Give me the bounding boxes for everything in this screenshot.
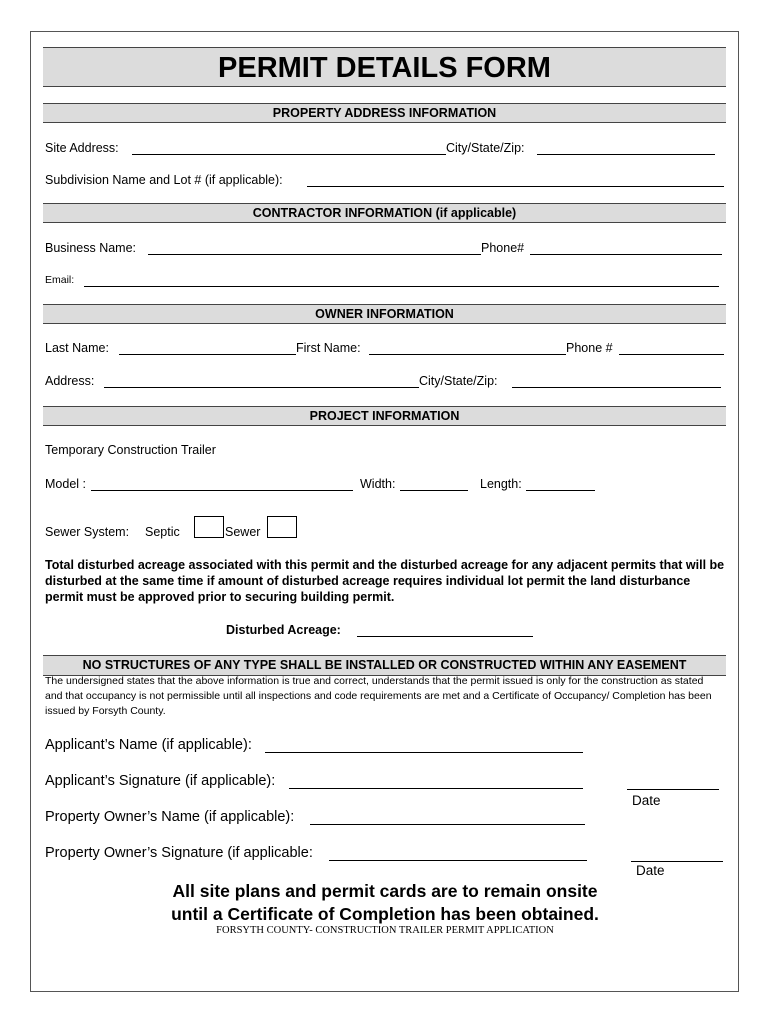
owner-signature-field[interactable] [329, 860, 587, 861]
site-address-field[interactable] [132, 154, 446, 155]
owner-city-state-zip-label: City/State/Zip: [419, 374, 498, 388]
septic-checkbox[interactable] [194, 516, 224, 538]
footer-text: FORSYTH COUNTY- CONSTRUCTION TRAILER PERMIT APPLICATION [216, 925, 554, 936]
section-property-address: PROPERTY ADDRESS INFORMATION [43, 103, 726, 123]
easement-heading: NO STRUCTURES OF ANY TYPE SHALL BE INSTALLED OR CONSTRUCTED WITHIN ANY EASEMENT [43, 655, 726, 676]
model-field[interactable] [91, 490, 353, 491]
closing-line-1: All site plans and permit cards are to remain onsite [172, 881, 598, 901]
owner-phone-field[interactable] [619, 354, 724, 355]
width-label: Width: [360, 477, 396, 491]
closing-line-2: until a Certificate of Completion has been obtained. [171, 904, 599, 924]
owner-city-state-zip-field[interactable] [512, 387, 721, 388]
length-label: Length: [480, 477, 522, 491]
applicant-signature-label: Applicant’s Signature (if applicable): [45, 773, 276, 789]
applicant-name-field[interactable] [265, 752, 583, 753]
business-name-label: Business Name: [45, 241, 137, 255]
section-project: PROJECT INFORMATION [43, 406, 726, 426]
owner-signature-label: Property Owner’s Signature (if applicable: [45, 845, 313, 861]
owner-name-label: Property Owner’s Name (if applicable): [45, 809, 295, 825]
subdivision-field[interactable] [307, 186, 724, 187]
section-contractor: CONTRACTOR INFORMATION (if applicable) [43, 203, 726, 223]
property-city-state-zip-field[interactable] [537, 154, 715, 155]
first-name-field[interactable] [369, 354, 566, 355]
subdivision-label: Subdivision Name and Lot # (if applicable): [45, 173, 283, 187]
model-label: Model : [45, 477, 86, 491]
last-name-label: Last Name: [45, 341, 109, 355]
email-label: Email: [45, 274, 75, 286]
sewer-system-label: Sewer System: [45, 525, 130, 539]
contractor-phone-field[interactable] [530, 254, 722, 255]
disturbed-acreage-field[interactable] [357, 636, 533, 637]
applicant-name-label: Applicant’s Name (if applicable): [45, 737, 252, 753]
applicant-date-field[interactable] [627, 789, 719, 790]
owner-phone-label: Phone # [566, 341, 613, 355]
septic-label: Septic [145, 525, 180, 539]
disturbed-acreage-label: Disturbed Acreage: [226, 623, 341, 637]
owner-name-field[interactable] [310, 824, 585, 825]
last-name-field[interactable] [119, 354, 296, 355]
owner-address-field[interactable] [104, 387, 419, 388]
contractor-phone-label: Phone# [481, 241, 525, 255]
owner-date-label: Date [636, 863, 665, 878]
site-address-label: Site Address: [45, 141, 119, 155]
sewer-checkbox[interactable] [267, 516, 297, 538]
section-owner: OWNER INFORMATION [43, 304, 726, 324]
acreage-notice: Total disturbed acreage associated with this permit and the disturbed acreage for any adjacent permits that will be disturbed at the same time if amount of disturbed acreage requires individual lot permit the land disturbance permit must be approved prior to securing building permit. [45, 558, 725, 604]
declaration-text: The undersigned states that the above information is true and correct, understands that the permit issued is only for the construction as stated and that occupancy is not permissible until all inspections and code requirements are met and a Certificate of Occupancy/ Completion has been issued by Forsyth County. [45, 675, 712, 717]
sewer-label: Sewer [225, 525, 261, 539]
property-city-state-zip-label: City/State/Zip: [446, 141, 525, 155]
applicant-date-label: Date [632, 793, 661, 808]
owner-address-label: Address: [45, 374, 95, 388]
form-title: PERMIT DETAILS FORM [43, 47, 726, 87]
applicant-signature-field[interactable] [289, 788, 583, 789]
business-name-field[interactable] [148, 254, 481, 255]
first-name-label: First Name: [296, 341, 361, 355]
width-field[interactable] [400, 490, 468, 491]
owner-date-field[interactable] [631, 861, 723, 862]
email-field[interactable] [84, 286, 719, 287]
length-field[interactable] [526, 490, 595, 491]
trailer-label: Temporary Construction Trailer [45, 443, 216, 457]
